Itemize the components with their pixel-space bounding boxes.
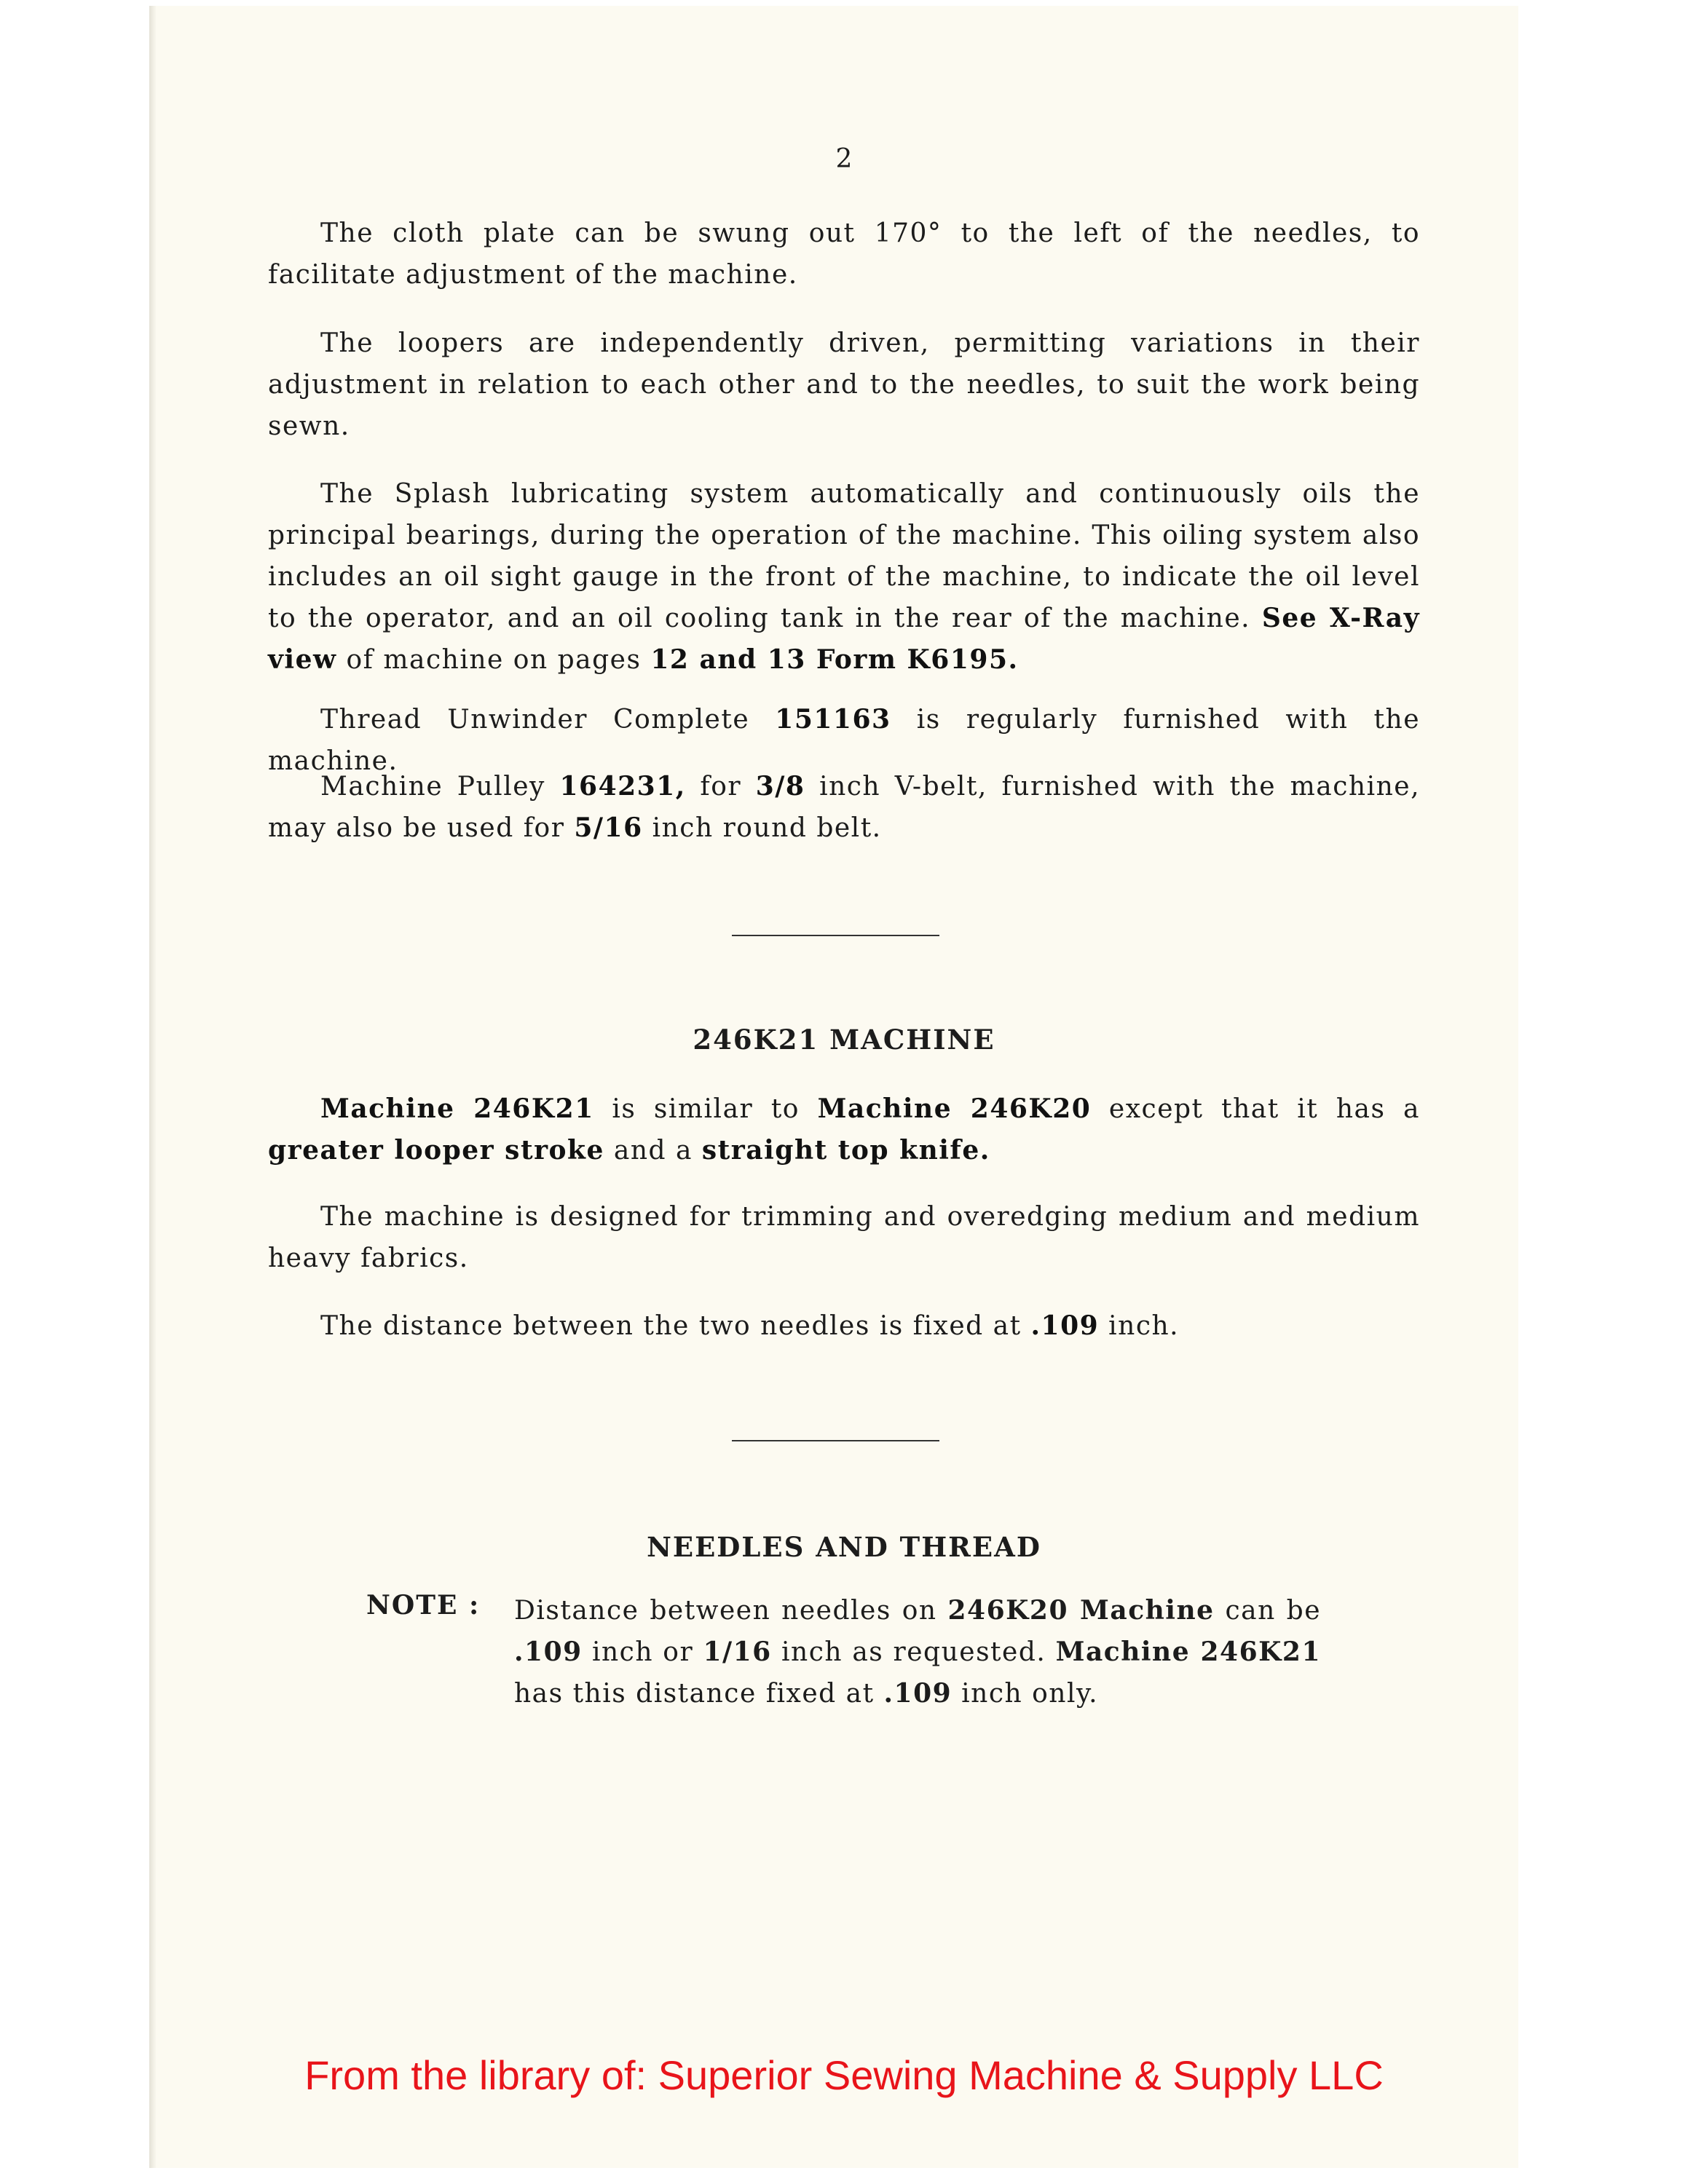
paragraph-text: and a bbox=[604, 1136, 702, 1166]
section-heading-246k21: 246K21 MACHINE bbox=[693, 1024, 995, 1056]
needle-distance: 1/16 bbox=[703, 1637, 772, 1667]
paragraph-text: The distance between the two needles is fixed at bbox=[320, 1311, 1031, 1341]
note-text: can be bbox=[1214, 1596, 1322, 1626]
note-text: inch or bbox=[582, 1637, 703, 1667]
paragraph-text: inch round belt. bbox=[642, 813, 882, 843]
paragraph-machine-pulley bbox=[268, 766, 1420, 849]
belt-size: 3/8 bbox=[755, 771, 805, 802]
paragraph-loopers bbox=[268, 323, 1420, 447]
paragraph-text: is similar to bbox=[593, 1094, 818, 1124]
note-text: has this distance fixed at bbox=[514, 1679, 884, 1709]
paragraph-text: is regularly furnished with the machine. bbox=[268, 705, 1420, 776]
page-number: 2 bbox=[835, 144, 853, 174]
machine-name: Machine 246K20 bbox=[817, 1093, 1092, 1124]
feature-highlight: straight top knife. bbox=[701, 1135, 990, 1166]
divider-rule bbox=[732, 935, 939, 936]
paragraph-text: inch. bbox=[1099, 1311, 1180, 1341]
note-text: inch only. bbox=[952, 1679, 1099, 1709]
paragraph-text: Thread Unwinder Complete bbox=[320, 705, 776, 735]
note-text: inch as requested. bbox=[771, 1637, 1056, 1667]
part-number: 151163 bbox=[775, 704, 891, 735]
paragraph-text: except that it has a bbox=[1091, 1094, 1421, 1124]
feature-highlight: greater looper stroke bbox=[268, 1135, 604, 1166]
note-label: NOTE : bbox=[366, 1590, 481, 1621]
paragraph-text: The loopers are independently driven, permitting variations in their adjustment in relation to each other and to the needles, to suit the work being sewn. bbox=[268, 328, 1420, 441]
machine-name: Machine 246K21 bbox=[320, 1093, 594, 1124]
paragraph-text: inch V-belt, furnished with the machine, may also be used for bbox=[268, 772, 1421, 843]
note-body bbox=[514, 1590, 1321, 1714]
part-number: 164231, bbox=[559, 771, 686, 802]
machine-name: Machine 246K21 bbox=[1055, 1637, 1322, 1667]
paragraph-lubrication bbox=[268, 473, 1420, 681]
form-reference: 12 and 13 Form K6195. bbox=[650, 644, 1019, 675]
paragraph-text: of machine on pages bbox=[336, 645, 651, 675]
section-heading-needles-thread: NEEDLES AND THREAD bbox=[647, 1531, 1041, 1563]
paragraph-text: The Splash lubricating system automatically and continuously oils the principal bearings, during the operation of the machine. This oiling system also includes an oil sight gauge in the front of the machine, to indicate the oil level to the operator, and an oil cooling tank in the rear of the machine. bbox=[268, 479, 1420, 633]
needle-distance: .109 bbox=[514, 1637, 583, 1667]
machine-name: 246K20 Machine bbox=[947, 1595, 1215, 1626]
needle-distance: .109 bbox=[1030, 1310, 1100, 1341]
paragraph-text: Machine Pulley bbox=[320, 772, 560, 802]
divider-rule bbox=[732, 1440, 939, 1441]
paragraph-cloth-plate bbox=[268, 213, 1420, 296]
needle-distance: .109 bbox=[883, 1678, 953, 1709]
paragraph-text: The machine is designed for trimming and overedging medium and medium heavy fabrics. bbox=[268, 1202, 1420, 1273]
paragraph-246k21-designed bbox=[268, 1196, 1420, 1279]
note-text: Distance between needles on bbox=[514, 1596, 948, 1626]
xray-reference: See X-Ray view bbox=[268, 603, 1420, 675]
belt-size: 5/16 bbox=[574, 812, 643, 843]
paragraph-text: for bbox=[685, 772, 756, 802]
library-footer: From the library of: Superior Sewing Machine & Supply LLC bbox=[304, 2052, 1384, 2098]
paragraph-246k21-distance bbox=[268, 1305, 1420, 1347]
paper-edge-shadow bbox=[149, 6, 157, 2168]
paragraph-text: The cloth plate can be swung out 170° to the left of the needles, to facilitate adjustment of the machine. bbox=[268, 218, 1420, 290]
paragraph-246k21-similar bbox=[268, 1088, 1420, 1171]
